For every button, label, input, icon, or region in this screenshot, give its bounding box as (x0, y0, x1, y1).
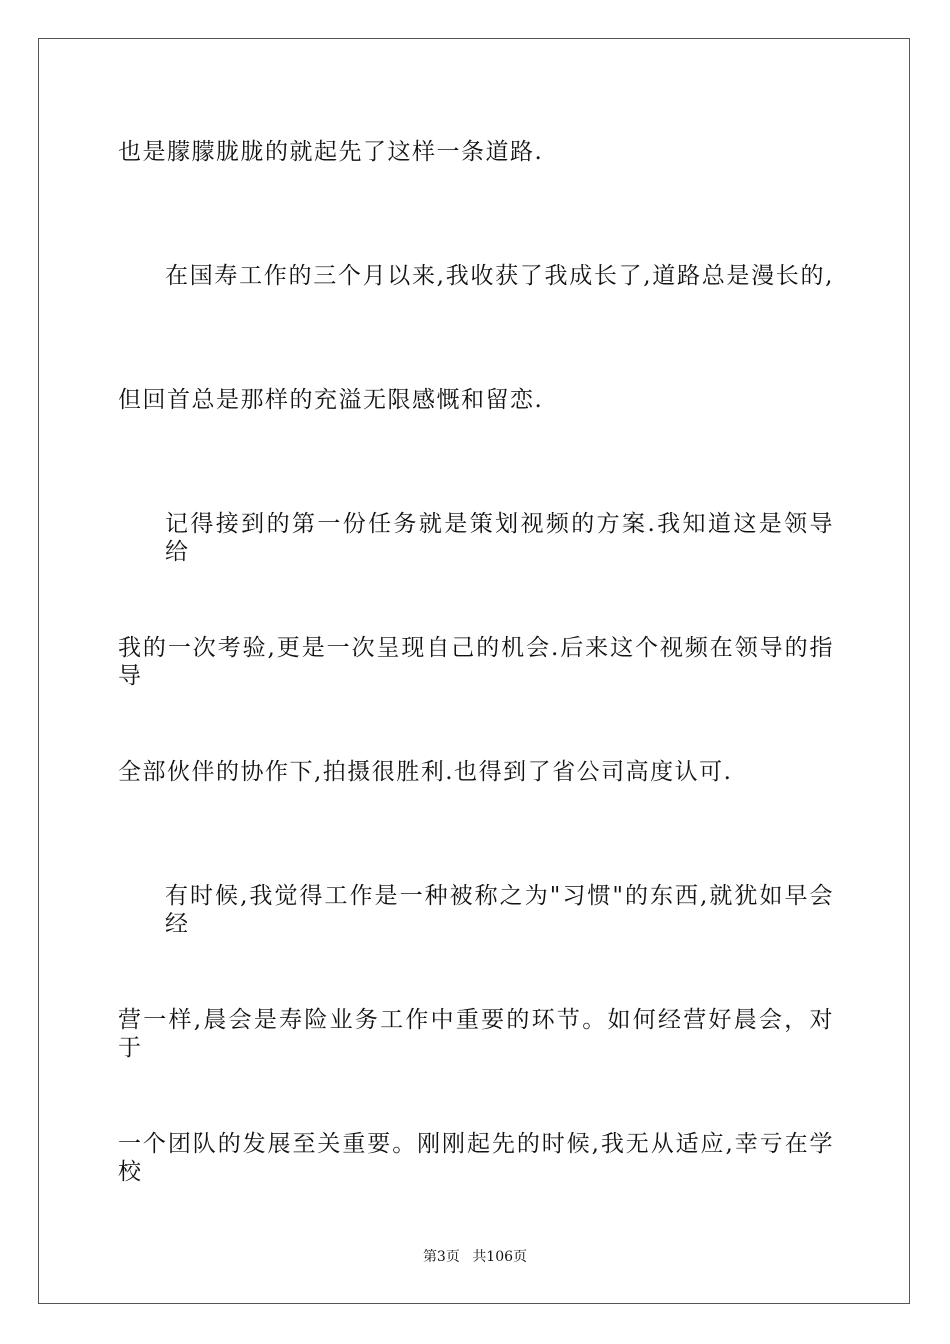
page-footer (0, 1248, 950, 1266)
text-line-paragraph-start: 有时候,我觉得工作是一种被称之为"习惯"的东西,就犹如早会经 (165, 883, 834, 937)
text-line-paragraph-start: 记得接到的第一份任务就是策划视频的方案.我知道这是领导给 (165, 511, 834, 565)
total-pages: 共106页 (472, 1249, 528, 1265)
text-line: 营一样,晨会是寿险业务工作中重要的环节。如何经营好晨会，对于 (118, 1007, 834, 1061)
text-line: 我的一次考验,更是一次呈现自己的机会.后来这个视频在领导的指导 (118, 635, 834, 689)
text-line: 一个团队的发展至关重要。刚刚起先的时候,我无从适应,幸亏在学校 (118, 1131, 834, 1185)
text-line: 也是朦朦胧胧的就起先了这样一条道路. (118, 139, 544, 165)
page-number: 第3页 (422, 1249, 460, 1265)
text-line-paragraph-start: 在国寿工作的三个月以来,我收获了我成长了,道路总是漫长的, (165, 263, 834, 289)
text-line: 全部伙伴的协作下,拍摄很胜利.也得到了省公司高度认可. (118, 759, 733, 785)
text-line: 但回首总是那样的充溢无限感慨和留恋. (118, 387, 544, 413)
